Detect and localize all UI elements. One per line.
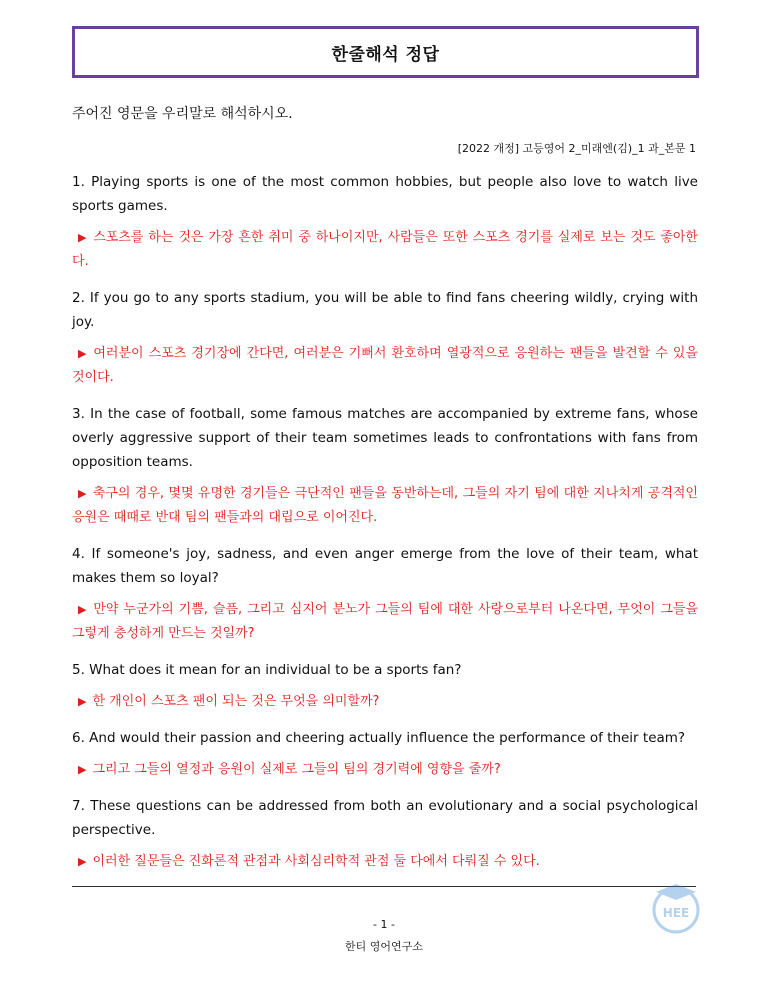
translation-text: 그리고 그들의 열정과 응원이 실제로 그들의 팀의 경기력에 영향을 줄까? [92, 762, 501, 777]
page-number: - 1 - [373, 918, 395, 931]
english-sentence: 6. And would their passion and cheering actually influence the performance of their team? [72, 730, 686, 746]
triangle-icon: ▶ [78, 603, 88, 616]
translation-text: 만약 누군가의 기쁨, 슬픔, 그리고 심지어 분노가 그들의 팀에 대한 사랑으로부터 나온다면, 무엇이 그들을 그렇게 충성하게 만드는 것일까? [72, 602, 698, 641]
source-label: [2022 개정] 고등영어 2_미래엔(김)_1 과_본문 1 [457, 142, 696, 155]
organization-name: 한티 영어연구소 [345, 940, 423, 953]
footer-divider [72, 886, 696, 887]
korean-translation [72, 850, 698, 874]
translation-text: 한 개인이 스포츠 팬이 되는 것은 무엇을 의미할까? [92, 694, 380, 709]
english-sentence: 1. Playing sports is one of the most common hobbies, but people also love to watch live sports games. [72, 174, 698, 214]
list-item [72, 170, 698, 274]
translation-text: 축구의 경우, 몇몇 유명한 경기들은 극단적인 팬들을 동반하는데, 그들의 자기 팀에 대한 지나치게 공격적인 응원은 때때로 반대 팀의 팬들과의 대립으로 이어진다. [72, 486, 698, 525]
korean-translation [72, 598, 698, 646]
english-sentence: 2. If you go to any sports stadium, you will be able to find fans cheering wildly, crying with joy. [72, 290, 698, 330]
korean-translation [72, 690, 698, 714]
triangle-icon: ▶ [78, 855, 87, 868]
english-sentence: 3. In the case of football, some famous matches are accompanied by extreme fans, whose overly aggressive support of their team sometimes leads to confrontations with fans from opposition teams. [72, 406, 698, 470]
question-list [72, 170, 698, 886]
page-title: 한줄해석 정답 [331, 44, 440, 65]
list-item [72, 542, 698, 646]
triangle-icon: ▶ [78, 695, 87, 708]
list-item [72, 286, 698, 390]
logo-text: HEE [662, 906, 690, 920]
triangle-icon: ▶ [78, 487, 87, 500]
list-item [72, 726, 698, 782]
translation-text: 스포츠를 하는 것은 가장 흔한 취미 중 하나이지만, 사람들은 또한 스포츠 경기를 실제로 보는 것도 좋아한다. [72, 230, 698, 269]
triangle-icon: ▶ [78, 231, 88, 244]
korean-translation [72, 342, 698, 390]
list-item [72, 402, 698, 530]
english-sentence: 7. These questions can be addressed from both an evolutionary and a social psychological perspective. [72, 798, 698, 838]
instruction: 주어진 영문을 우리말로 해석하시오. [72, 106, 293, 122]
translation-text: 이러한 질문들은 진화론적 관점과 사회심리학적 관점 둘 다에서 다뤄질 수 있다. [92, 854, 540, 869]
korean-translation [72, 226, 698, 274]
triangle-icon: ▶ [78, 347, 88, 360]
korean-translation [72, 482, 698, 530]
triangle-icon: ▶ [78, 763, 87, 776]
english-sentence: 4. If someone's joy, sadness, and even anger emerge from the love of their team, what makes them so loyal? [72, 546, 698, 586]
list-item [72, 658, 698, 714]
list-item [72, 794, 698, 874]
translation-text: 여러분이 스포츠 경기장에 간다면, 여러분은 기뻐서 환호하며 열광적으로 응원하는 팬들을 발견할 수 있을 것이다. [72, 346, 698, 385]
title-box [72, 26, 699, 78]
english-sentence: 5. What does it mean for an individual to be a sports fan? [72, 662, 462, 678]
korean-translation [72, 758, 698, 782]
